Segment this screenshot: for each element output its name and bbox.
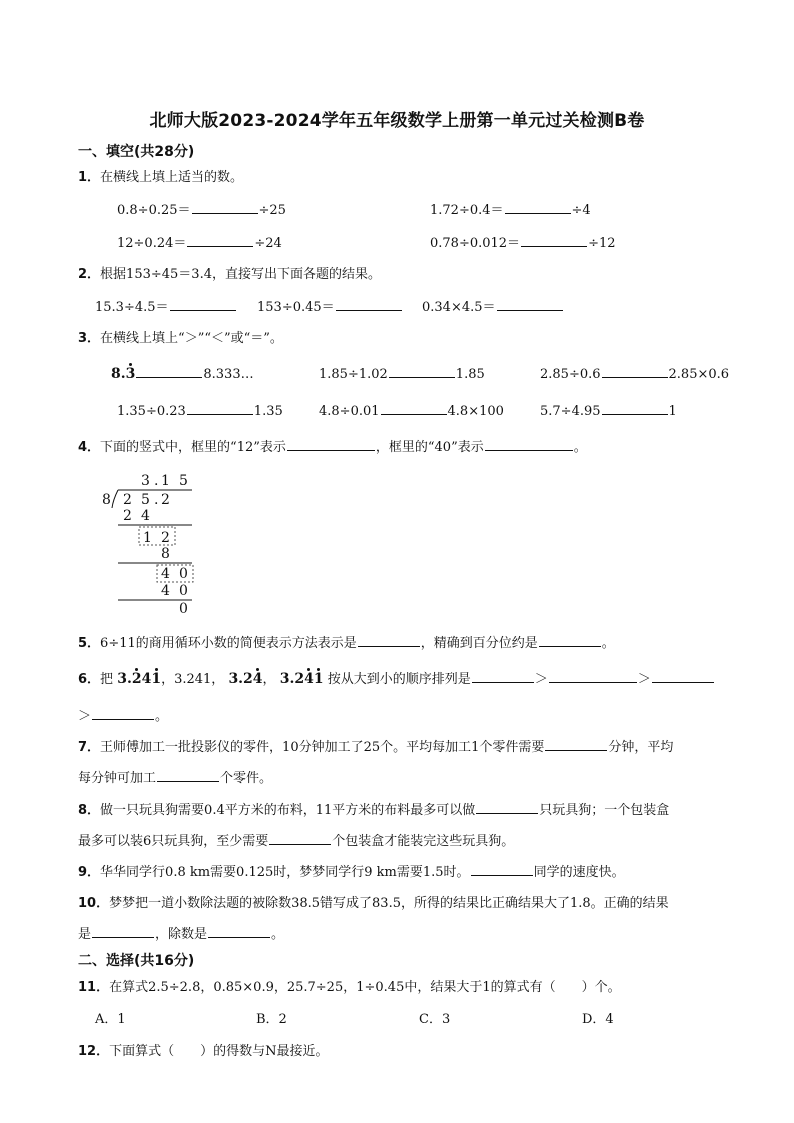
question-number: 12． <box>78 1044 110 1059</box>
question-number: 6． <box>78 672 101 687</box>
q1-expression-4 <box>430 232 616 251</box>
quotient-digit: 1 <box>161 473 170 489</box>
q3-compare-5 <box>319 402 504 419</box>
question-text: 在算式2.5÷2.8，0.85×0.9，25.7÷25，1÷0.45中，结果大于1的算式有（ ）个。 <box>109 980 621 995</box>
gt-symbol: ＞ <box>78 709 92 724</box>
expr-left: 12÷0.24＝ <box>117 236 187 251</box>
question-text: 只玩具狗；一个包装盒 <box>539 803 670 818</box>
expr-right: 1.35 <box>253 404 283 419</box>
repeating-decimal-int: 8. <box>111 366 126 382</box>
question-9 <box>78 861 625 880</box>
question-7-continued <box>78 767 272 786</box>
dividend-digit: 5 <box>141 492 150 508</box>
repeating-decimal-3: 3.24 <box>228 671 263 687</box>
boxed-digit: 4 <box>161 566 170 582</box>
question-text: 6÷11的商用循环小数的简便表示方法表示是 <box>100 636 357 651</box>
gt-symbol: ＞ <box>637 672 651 687</box>
dividend-digit: 2 <box>123 492 132 508</box>
question-number: 5． <box>78 636 101 651</box>
repeating-decimal-1: 3.241 <box>117 671 162 687</box>
expr-left: 4.8÷0.01 <box>319 404 380 419</box>
q1-expression-3 <box>117 232 282 251</box>
question-text: 华华同学行0.8 km需要0.125时，梦梦同学行9 km需要1.5时。 <box>100 865 470 880</box>
dividend-digit: 2 <box>161 492 170 508</box>
question-11 <box>78 976 621 995</box>
page-title: 北师大版2023-2024学年五年级数学上册第一单元过关检测B卷 <box>149 111 645 131</box>
question-text: 同学的速度快。 <box>533 865 625 880</box>
answer-blank[interactable] <box>157 769 219 782</box>
question-number: 10． <box>78 896 110 911</box>
question-text: ，除数是 <box>155 927 208 942</box>
question-2 <box>78 263 381 282</box>
answer-blank[interactable] <box>602 365 668 378</box>
question-text: 个零件。 <box>220 771 273 786</box>
question-5 <box>78 632 615 651</box>
question-6 <box>78 668 715 687</box>
question-text: 在横线上填上“＞”“＜”或“＝”。 <box>100 331 283 346</box>
question-text: ，精确到百分位约是 <box>420 636 538 651</box>
question-text: 在横线上填上适当的数。 <box>100 170 244 185</box>
question-number: 3． <box>78 331 101 346</box>
q1-expression-2 <box>430 199 591 218</box>
question-text: 分钟，平均 <box>608 740 674 755</box>
section-choice-heading: 二、选择(共16分) <box>78 953 195 969</box>
answer-blank[interactable] <box>170 298 236 311</box>
q3-compare-3 <box>540 365 729 382</box>
long-division-diagram <box>96 470 206 620</box>
step-digit: 8 <box>161 546 170 562</box>
q1-expression-1 <box>117 199 286 218</box>
q2-expression-2 <box>257 296 403 315</box>
question-6-continued <box>78 705 168 724</box>
answer-blank[interactable] <box>602 402 668 415</box>
question-text: 王师傅加工一批投影仪的零件，10分钟加工了25个。平均每加工1个零件需要 <box>100 740 545 755</box>
question-12 <box>78 1040 328 1059</box>
question-4 <box>78 436 587 455</box>
question-1 <box>78 166 243 185</box>
remainder: 0 <box>179 601 188 617</box>
expr-right: ÷24 <box>254 236 282 251</box>
step-digit: 4 <box>141 508 150 524</box>
section-fill-in-heading: 一、填空(共28分) <box>78 144 195 160</box>
expr-left: 1.35÷0.23 <box>117 404 186 419</box>
quotient-digit: . <box>154 473 159 489</box>
question-text: 根据153÷45＝3.4，直接写出下面各题的结果。 <box>100 267 381 282</box>
q3-compare-4 <box>117 402 283 419</box>
answer-blank[interactable] <box>497 298 563 311</box>
expr-right: 2.85×0.6 <box>668 367 730 382</box>
answer-blank[interactable] <box>358 634 420 647</box>
question-10-continued <box>78 923 284 942</box>
question-text: 。 <box>573 440 587 455</box>
division-bracket <box>112 490 118 508</box>
option-d[interactable]: D．4 <box>582 1012 614 1027</box>
question-text: 是 <box>78 927 92 942</box>
expr-right: ÷25 <box>258 203 286 218</box>
answer-blank[interactable] <box>187 402 253 415</box>
expr-left: 0.78÷0.012＝ <box>430 236 521 251</box>
question-text: 。 <box>601 636 615 651</box>
answer-blank[interactable] <box>539 634 601 647</box>
answer-blank[interactable] <box>485 438 573 451</box>
answer-blank[interactable] <box>381 402 447 415</box>
answer-blank[interactable] <box>336 298 402 311</box>
q3-compare-1 <box>111 365 254 382</box>
question-text: 下面的竖式中，框里的“12”表示 <box>100 440 286 455</box>
expr-right: 1.85 <box>455 367 485 382</box>
question-number: 8． <box>78 803 101 818</box>
answer-blank[interactable] <box>92 707 154 720</box>
quotient-digit: 3 <box>141 473 150 489</box>
boxed-digit: 0 <box>179 566 188 582</box>
expr-left: 1.85÷1.02 <box>319 367 388 382</box>
question-text: 个包装盒才能装完这些玩具狗。 <box>332 834 515 849</box>
option-b[interactable]: B．2 <box>256 1012 287 1027</box>
dividend-digit: . <box>154 492 159 508</box>
expr-right: 1 <box>668 404 677 419</box>
step-digit: 0 <box>179 583 188 599</box>
answer-blank[interactable] <box>476 801 538 814</box>
expr-left: 5.7÷4.95 <box>540 404 601 419</box>
expr-right: 8.333… <box>203 367 254 382</box>
expr-left: 15.3÷4.5＝ <box>95 300 169 315</box>
q3-compare-2 <box>319 365 485 382</box>
question-8-continued <box>78 830 514 849</box>
boxed-digit: 1 <box>143 530 152 546</box>
question-text: 做一只玩具狗需要0.4平方米的布料，11平方米的布料最多可以做 <box>100 803 476 818</box>
question-text: 把 <box>100 672 114 687</box>
step-digit: 4 <box>161 583 170 599</box>
answer-blank[interactable] <box>287 438 375 451</box>
repeating-digit: 3 <box>125 366 136 382</box>
question-text: 。 <box>271 927 285 942</box>
expr-left: 0.34×4.5＝ <box>422 300 496 315</box>
answer-blank[interactable] <box>472 670 534 683</box>
question-text: 每分钟可加工 <box>78 771 157 786</box>
answer-blank[interactable] <box>549 670 637 683</box>
question-3 <box>78 327 283 346</box>
question-text: 最多可以装6只玩具狗，至少需要 <box>78 834 269 849</box>
question-number: 9． <box>78 865 101 880</box>
expr-right: ÷4 <box>571 203 591 218</box>
question-number: 7． <box>78 740 101 755</box>
answer-blank[interactable] <box>505 201 571 214</box>
divisor: 8 <box>102 492 111 508</box>
gt-symbol: ＞ <box>534 672 548 687</box>
separator: ，3.241， <box>161 672 225 687</box>
expr-right: ÷12 <box>588 236 616 251</box>
step-digit: 2 <box>123 508 132 524</box>
question-number: 11． <box>78 980 110 995</box>
answer-blank[interactable] <box>136 365 202 378</box>
separator: ， <box>262 672 276 687</box>
answer-blank[interactable] <box>389 365 455 378</box>
question-10 <box>78 892 669 911</box>
q3-compare-6 <box>540 402 677 419</box>
q2-expression-3 <box>422 296 564 315</box>
answer-blank[interactable] <box>471 863 533 876</box>
expr-left: 2.85÷0.6 <box>540 367 601 382</box>
answer-blank[interactable] <box>545 738 607 751</box>
question-text: 下面算式（ ）的得数与N最接近。 <box>109 1044 329 1059</box>
question-text: 。 <box>155 709 169 724</box>
question-number: 2． <box>78 267 101 282</box>
question-text: 梦梦把一道小数除法题的被除数38.5错写成了83.5，所得的结果比正确结果大了1.8。正确的结果 <box>109 896 669 911</box>
answer-blank[interactable] <box>187 234 253 247</box>
question-7 <box>78 736 673 755</box>
answer-blank[interactable] <box>92 925 154 938</box>
q2-expression-1 <box>95 296 237 315</box>
option-c[interactable]: C．3 <box>419 1012 451 1027</box>
expr-left: 153÷0.45＝ <box>257 300 335 315</box>
question-number: 4． <box>78 440 101 455</box>
expr-left: 1.72÷0.4＝ <box>430 203 504 218</box>
answer-blank[interactable] <box>208 925 270 938</box>
question-8 <box>78 799 669 818</box>
expr-left: 0.8÷0.25＝ <box>117 203 191 218</box>
answer-blank[interactable] <box>652 670 714 683</box>
question-number: 1． <box>78 170 101 185</box>
quotient-digit: 5 <box>179 473 188 489</box>
answer-blank[interactable] <box>269 832 331 845</box>
boxed-digit: 2 <box>161 530 170 546</box>
question-text: 按从大到小的顺序排列是 <box>327 672 471 687</box>
repeating-decimal-4: 3.241 <box>279 671 324 687</box>
expr-right: 4.8×100 <box>447 404 504 419</box>
answer-blank[interactable] <box>521 234 587 247</box>
option-a[interactable]: A．1 <box>95 1012 126 1027</box>
question-text: ，框里的“40”表示 <box>375 440 484 455</box>
answer-blank[interactable] <box>192 201 258 214</box>
